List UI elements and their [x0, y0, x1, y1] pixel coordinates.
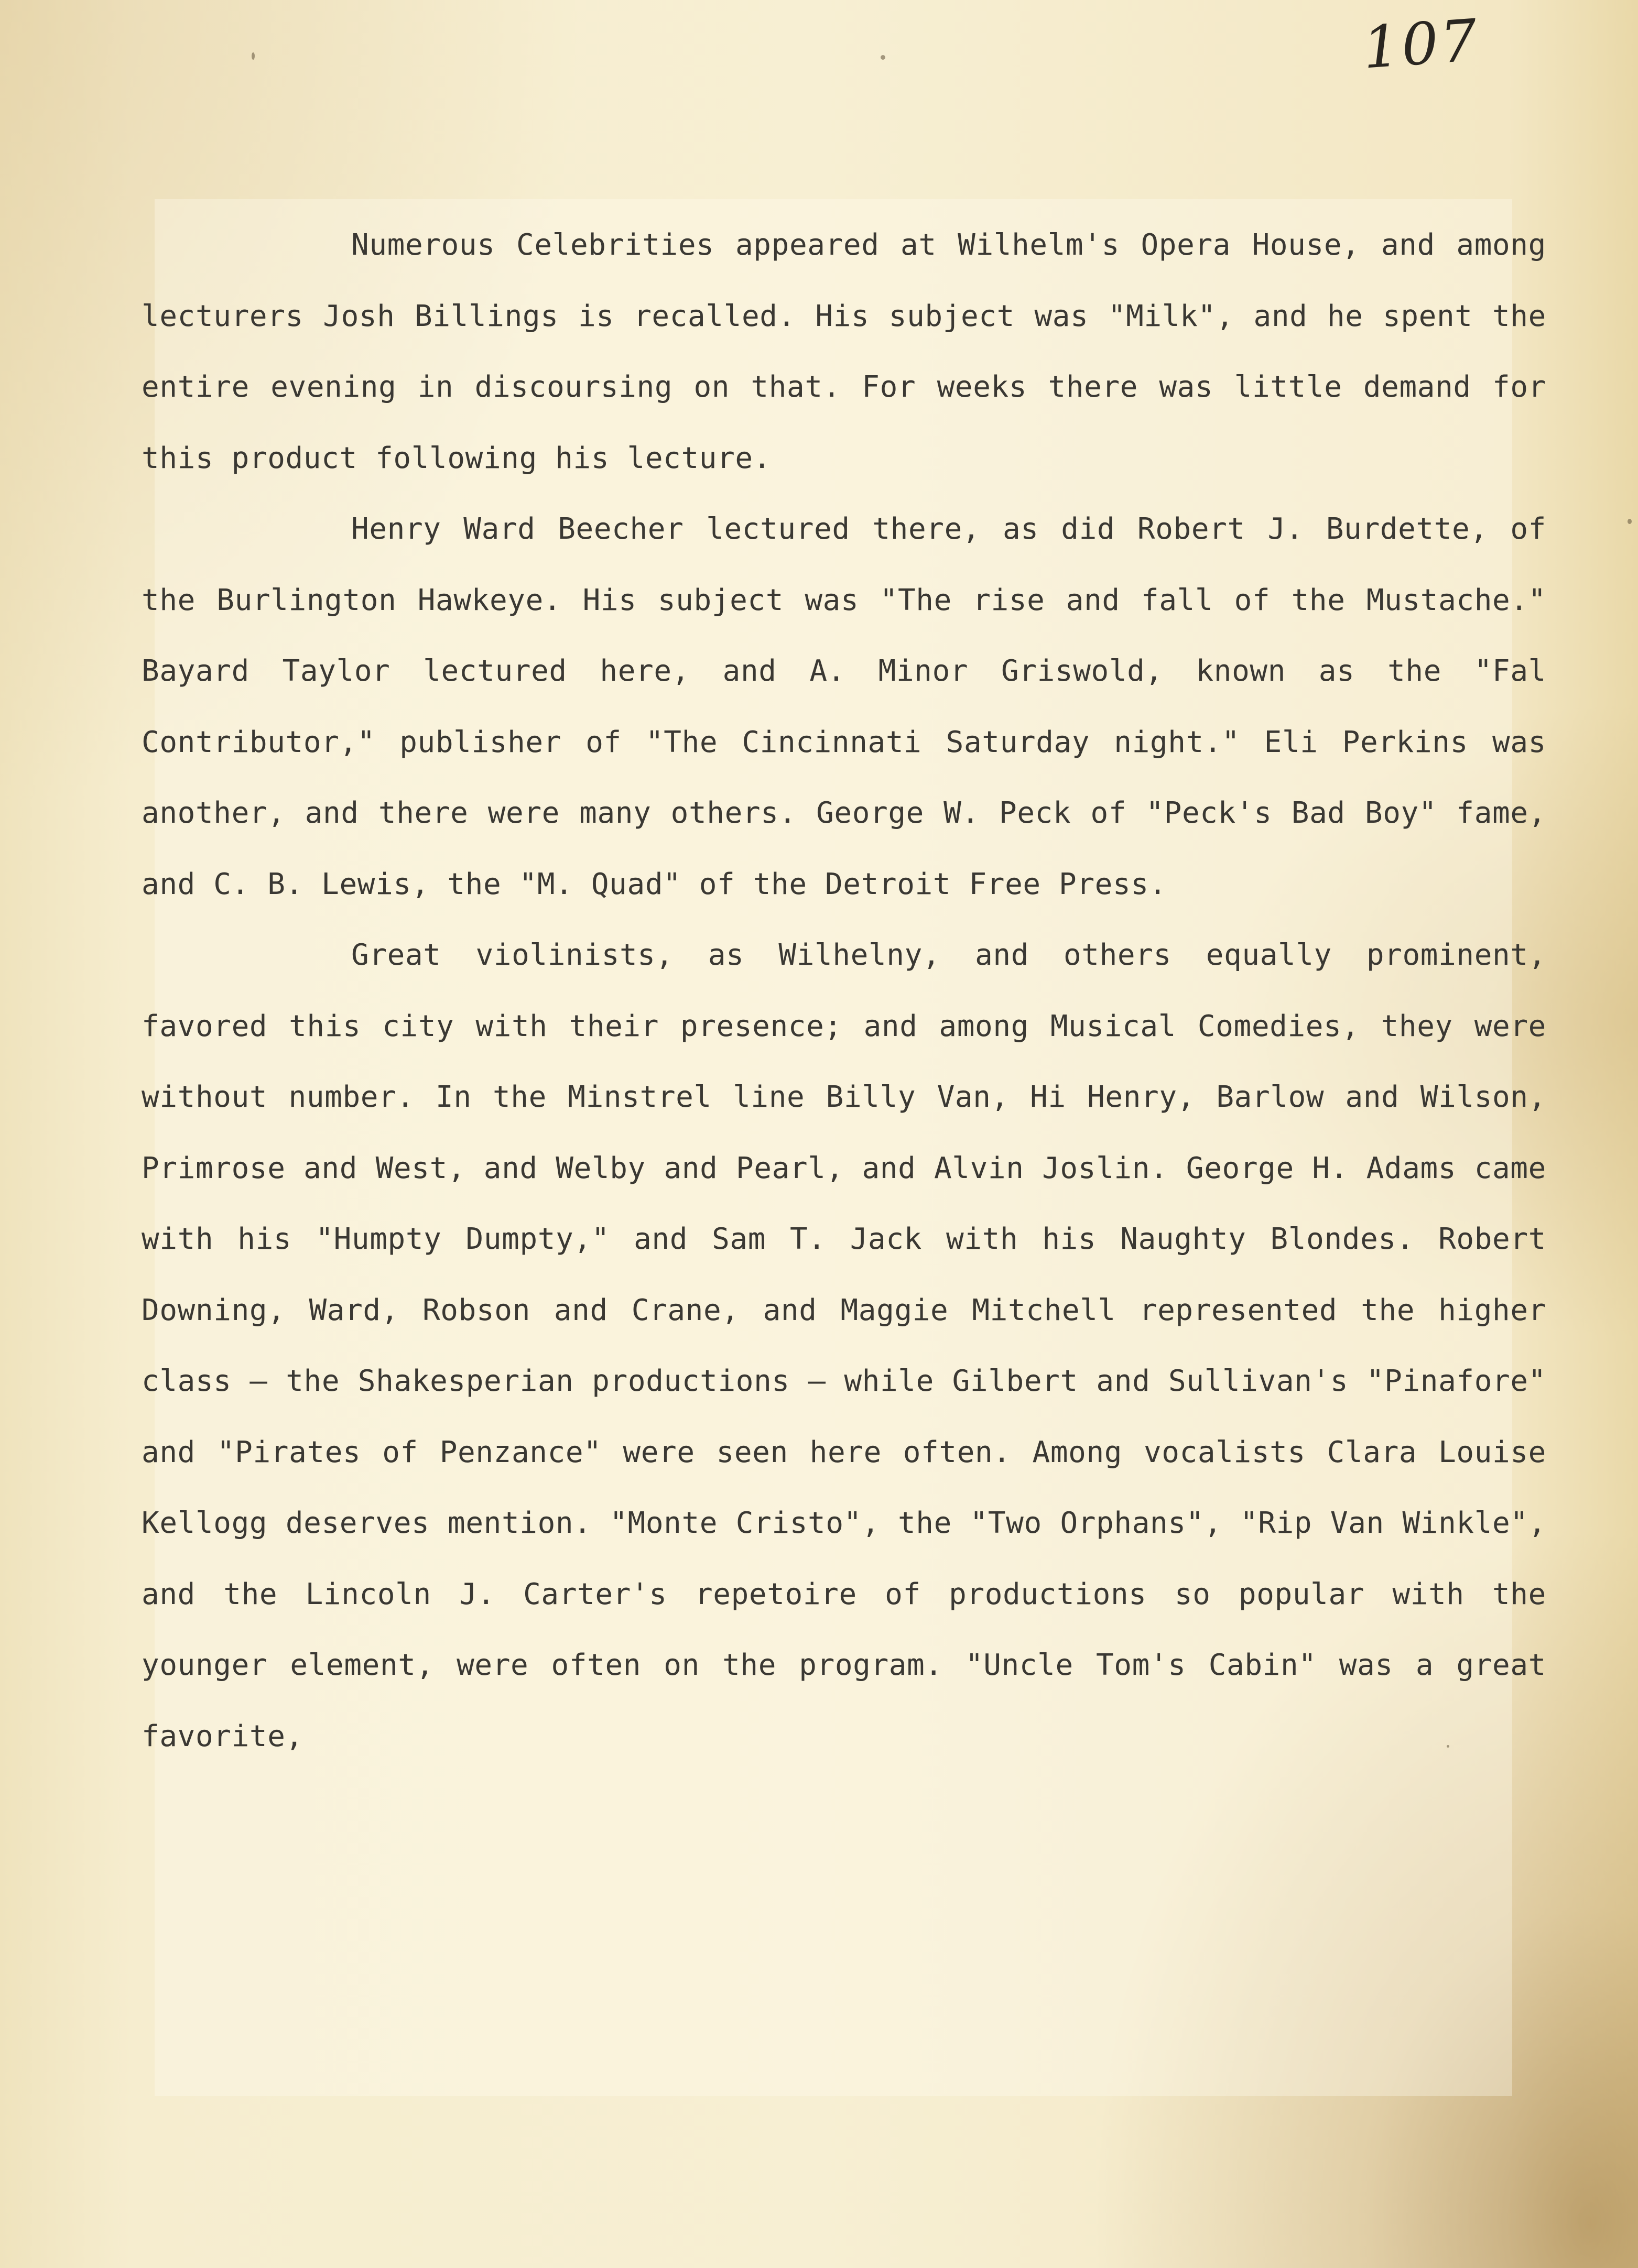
document-body	[142, 210, 1546, 1772]
paper-speck	[881, 55, 885, 60]
paragraph-performers: Great violinists, as Wilhelny, and others equally prominent, favored this city with their presence; and among Musical Comedies, they were without number. In the Minstrel line Billy Van, Hi Henry, Barlow and Wilson, Primrose and West, and Welby and Pearl, and Alvin Joslin. George H. Adams came with his "Humpty Dumpty," and Sam T. Jack with his Naughty Blondes. Robert Downing, Ward, Robson and Crane, and Maggie Mitchell represented the higher class — the Shakesperian productions — while Gilbert and Sullivan's "Pinafore" and "Pirates of Penzance" were seen here often. Among vocalists Clara Louise Kellogg deserves mention. "Monte Cristo", the "Two Orphans", "Rip Van Winkle", and the Lincoln J. Carter's repetoire of productions so popular with the younger element, were often on the program. "Uncle Tom's Cabin" was a great favorite,	[142, 938, 1546, 1753]
paragraph-lecturers: Henry Ward Beecher lectured there, as did Robert J. Burdette, of the Burlington Hawkeye. His subject was "The rise and fall of the Mustache." Bayard Taylor lectured here, and A. Minor Griswold, known as the "Fal Contributor," publisher of "The Cincinnati Saturday night." Eli Perkins was another, and there were many others. George W. Peck of "Peck's Bad Boy" fame, and C. B. Lewis, the "M. Quad" of the Detroit Free Press.	[142, 512, 1546, 901]
paper-speck	[1628, 519, 1632, 524]
handwritten-page-number: 107	[1360, 6, 1482, 82]
paper-speck	[1447, 1745, 1449, 1748]
paper-speck	[252, 52, 255, 60]
paragraph-celebrities: Numerous Celebrities appeared at Wilhelm's Opera House, and among lecturers Josh Billings is recalled. His subject was "Milk", and he spent the entire evening in discoursing on that. For weeks there was little demand for this product following his lecture.	[142, 228, 1546, 475]
